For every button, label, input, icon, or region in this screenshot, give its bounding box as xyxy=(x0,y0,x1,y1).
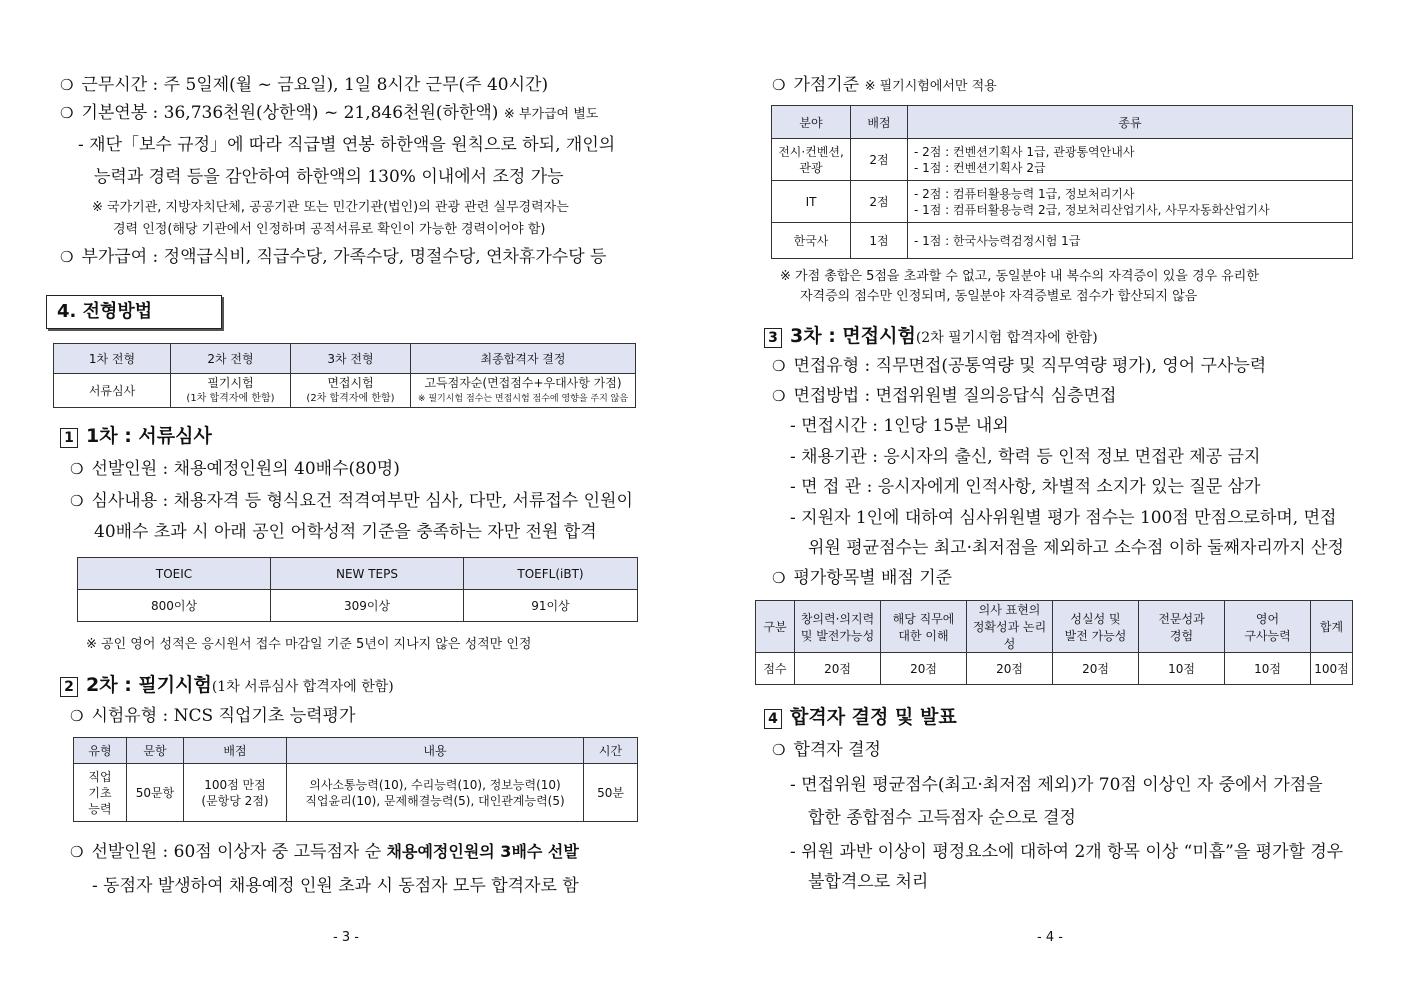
bonus-note-1: ※ 가점 총합은 5점을 초과할 수 없고, 동일분야 내 복수의 자격증이 있을 경우 유리한 xyxy=(780,269,1259,284)
bonus-title-line: ❍ 가점기준 ※ 필기시험에서만 적용 xyxy=(772,75,997,95)
exam-table: 유형 문항 배점 내용 시간 직업 기초 능력 50문항 100점 만점 (문항당 2점) 의사소통능력(10), 수리능력(10), 정보능력(10) 직업윤리(10), 문제해결능력(5), 대인관계능력(5) 50분 xyxy=(73,737,638,822)
bonus-row: IT 2점 - 2점 : 컴퓨터활용능력 1급, 정보처리기사 - 1점 : 컴퓨터활용능력 2급, 정보처리산업기사, 사무자동화산업기사 xyxy=(772,181,1353,223)
section-1-heading: 1 1차 : 서류심사 xyxy=(60,425,212,448)
section-3-heading: 3 3차 : 면접시험(2차 필기시험 합격자에 한함) xyxy=(764,325,1098,349)
salary-line: ❍ 기본연봉 : 36,736천원(상한액) ~ 21,846천원(하한액) ※ 부가급여 별도 xyxy=(60,103,599,123)
s4-detail-2a: - 위원 과반 이상이 평정요소에 대하여 2개 항목 이상 “미흡”을 평가할 경우 xyxy=(790,842,1344,862)
s3-detail-1: - 면접시간 : 1인당 15분 내외 xyxy=(790,416,1009,436)
salary-detail-1: - 재단「보수 규정」에 따라 직급별 연봉 하한액을 원칙으로 하되, 개인의 xyxy=(78,135,616,155)
s2-tie-line: - 동점자 발생하여 채용예정 인원 초과 시 동점자 모두 합격자로 함 xyxy=(92,876,579,896)
language-note: ※ 공인 영어 성적은 응시원서 접수 마감일 기준 5년이 지나지 않은 성적만 인정 xyxy=(86,637,532,652)
language-score-table: TOEIC NEW TEPS TOEFL(iBT) 800이상 309이상 91이상 xyxy=(77,557,638,622)
s1-select-line: ❍ 선발인원 : 채용예정인원의 40배수(80명) xyxy=(70,459,400,479)
s3-detail-4b: 위원 평균점수는 최고·최저점을 제외하고 소수점 이하 둘째자리까지 산정 xyxy=(808,538,1344,558)
s3-detail-3: - 면 접 관 : 응시자에게 인적사항, 차별적 소지가 있는 질문 삼가 xyxy=(790,477,1261,497)
stages-table: 1차 전형 2차 전형 3차 전형 최종합격자 결정 서류심사 필기시험 (1차 합격자에 한함) 면접시험 (2차 합격자에 한함) 고득점자순(면접점수+우대사항 가점) ※ 필기시험 점수는 면접시험 점수에 영향을 주지 않음 xyxy=(53,343,636,408)
s4-detail-1a: - 면접위원 평균점수(최고·최저점 제외)가 70점 이상인 자 중에서 가점을 xyxy=(790,775,1323,795)
s4-decide-line: ❍ 합격자 결정 xyxy=(772,740,881,760)
s4-detail-2b: 불합격으로 처리 xyxy=(808,872,929,892)
work-hours-line: ❍ 근무시간 : 주 5일제(월 ~ 금요일), 1일 8시간 근무(주 40시간) xyxy=(60,75,549,95)
s3-detail-2: - 채용기관 : 응시자의 출신, 학력 등 인적 정보 면접관 제공 금지 xyxy=(790,447,1261,467)
section-2-heading: 2 2차 : 필기시험(1차 서류심사 합격자에 한함) xyxy=(60,674,394,698)
s4-detail-1b: 합한 종합점수 고득점자 순으로 결정 xyxy=(808,808,1076,828)
section-4-title: 4. 전형방법 xyxy=(46,295,222,329)
s2-select-line: ❍ 선발인원 : 60점 이상자 중 고득점자 순 채용예정인원의 3배수 선발 xyxy=(70,842,579,862)
page-4 xyxy=(700,0,1403,992)
s1-content-line-1: ❍ 심사내용 : 채용자격 등 형식요건 적격여부만 심사, 다만, 서류접수 인원이 xyxy=(70,491,633,511)
s3-type-line: ❍ 면접유형 : 직무면접(공통역량 및 직무역량 평가), 영어 구사능력 xyxy=(772,356,1267,376)
criteria-table: 구분 창의력·의지력 및 발전가능성 해당 직무에 대한 이해 의사 표현의 정확성과 논리성 성실성 및 발전 가능성 전문성과 경험 영어 구사능력 합계 점수 20점 20점 20점 20점 10점 10점 100점 xyxy=(755,600,1353,685)
s1-content-line-2: 40배수 초과 시 아래 공인 어학성적 기준을 충족하는 자만 전원 합격 xyxy=(94,522,597,542)
salary-detail-2: 능력과 경력 등을 감안하여 하한액의 130% 이내에서 조정 가능 xyxy=(94,167,564,187)
salary-note-1: ※ 국가기관, 지방자치단체, 공공기관 또는 민간기관(법인)의 관광 관련 실무경력자는 xyxy=(92,200,569,215)
benefits-line: ❍ 부가급여 : 정액급식비, 직급수당, 가족수당, 명절수당, 연차휴가수당 등 xyxy=(60,247,607,267)
bonus-row: 한국사 1점 - 1점 : 한국사능력검정시험 1급 xyxy=(772,223,1353,259)
page-number-4: - 4 - xyxy=(1037,930,1063,945)
page-3 xyxy=(0,0,700,992)
bonus-table: 분야 배점 종류 전시·컨벤션, 관광 2점 - 2점 : 컨벤션기획사 1급, 관광통역안내사 - 1점 : 컨벤션기획사 2급 IT 2점 - 2점 : 컴퓨터활용능력 1급, 정보처리기사 - 1점 : 컴퓨터활용능력 2급, 정보처리산업기사, 사무자동화산업기사 한국사 1점 - 1점 : 한국사능력검정시험 1급 xyxy=(771,105,1353,259)
s3-method-line: ❍ 면접방법 : 면접위원별 질의응답식 심층면접 xyxy=(772,386,1117,406)
s3-detail-4a: - 지원자 1인에 대하여 심사위원별 평가 점수는 100점 만점으로하며, 면접 xyxy=(790,508,1337,528)
s2-type-line: ❍ 시험유형 : NCS 직업기초 능력평가 xyxy=(70,706,356,726)
bonus-note-2: 자격증의 점수만 인정되며, 동일분야 자격증별로 점수가 합산되지 않음 xyxy=(800,289,1198,304)
bonus-row: 전시·컨벤션, 관광 2점 - 2점 : 컨벤션기획사 1급, 관광통역안내사 - 1점 : 컨벤션기획사 2급 xyxy=(772,139,1353,181)
page-number-3: - 3 - xyxy=(333,930,359,945)
section-4-heading: 4 합격자 결정 및 발표 xyxy=(764,706,957,729)
salary-note-2: 경력 인정(해당 기관에서 인정하며 공적서류로 확인이 가능한 경력이어야 함) xyxy=(113,222,546,237)
s3-criteria-line: ❍ 평가항목별 배점 기준 xyxy=(772,568,953,588)
